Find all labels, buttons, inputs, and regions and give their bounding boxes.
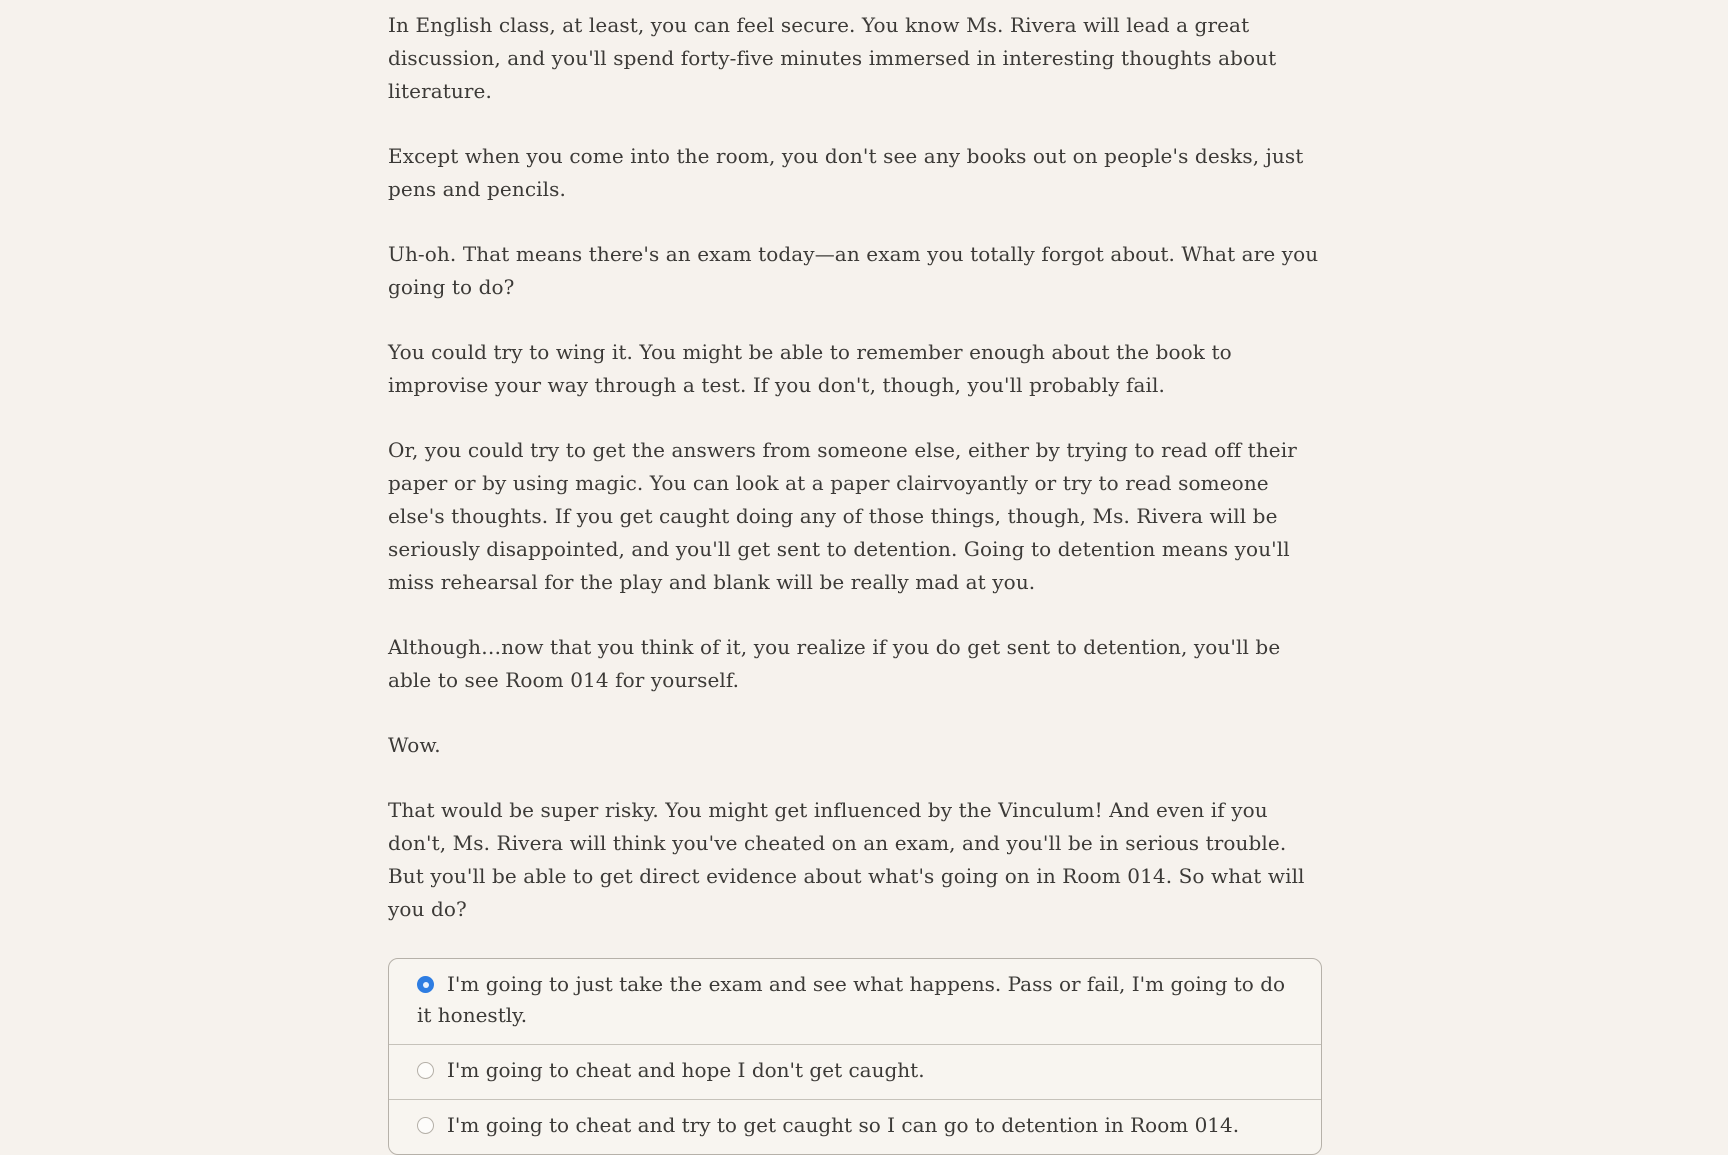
radio-button-icon[interactable] xyxy=(417,1117,434,1134)
story-paragraph: Or, you could try to get the answers from someone else, either by trying to read off their paper or by using magic. You can look at a paper clairvoyantly or try to read someone else's thoughts. If you get caught doing any of those things, though, Ms. Rivera will be seriously disappointed, and you'll get sent to detention. Going to detention means you'll miss rehearsal for the play and blank will be really mad at you. xyxy=(388,438,1297,594)
radio-button-icon[interactable] xyxy=(417,1062,434,1079)
story-paragraph: Wow. xyxy=(388,733,441,757)
story-text xyxy=(388,9,1322,926)
choice-option-label: I'm going to cheat and hope I don't get caught. xyxy=(447,1058,925,1082)
choice-option-cheat-not-get-caught[interactable] xyxy=(389,1044,1321,1099)
story-paragraph: In English class, at least, you can feel secure. You know Ms. Rivera will lead a great discussion, and you'll spend forty-five minutes immersed in interesting thoughts about literature. xyxy=(388,13,1277,103)
story-paragraph: Uh-oh. That means there's an exam today—an exam you totally forgot about. What are you going to do? xyxy=(388,242,1319,299)
story-paragraph: Although…now that you think of it, you realize if you do get sent to detention, you'll be able to see Room 014 for yourself. xyxy=(388,635,1281,692)
choice-option-cheat-get-caught[interactable] xyxy=(389,1099,1321,1154)
choice-option-label: I'm going to cheat and try to get caught so I can go to detention in Room 014. xyxy=(447,1113,1240,1137)
story-paragraph: You could try to wing it. You might be able to remember enough about the book to improvise your way through a test. If you don't, though, you'll probably fail. xyxy=(388,340,1232,397)
choice-list xyxy=(388,958,1322,1155)
story-paragraph: Except when you come into the room, you don't see any books out on people's desks, just pens and pencils. xyxy=(388,144,1304,201)
story-paragraph: That would be super risky. You might get influenced by the Vinculum! And even if you don't, Ms. Rivera will think you've cheated on an exam, and you'll be in serious trouble. But you'll be able to get direct evidence about what's going on in Room 014. So what will you do? xyxy=(388,798,1305,921)
choice-option-take-exam-honestly[interactable] xyxy=(389,959,1321,1044)
radio-button-icon[interactable] xyxy=(417,976,434,993)
story-page xyxy=(388,0,1322,1155)
choice-option-label: I'm going to just take the exam and see what happens. Pass or fail, I'm going to do it honestly. xyxy=(417,972,1286,1027)
